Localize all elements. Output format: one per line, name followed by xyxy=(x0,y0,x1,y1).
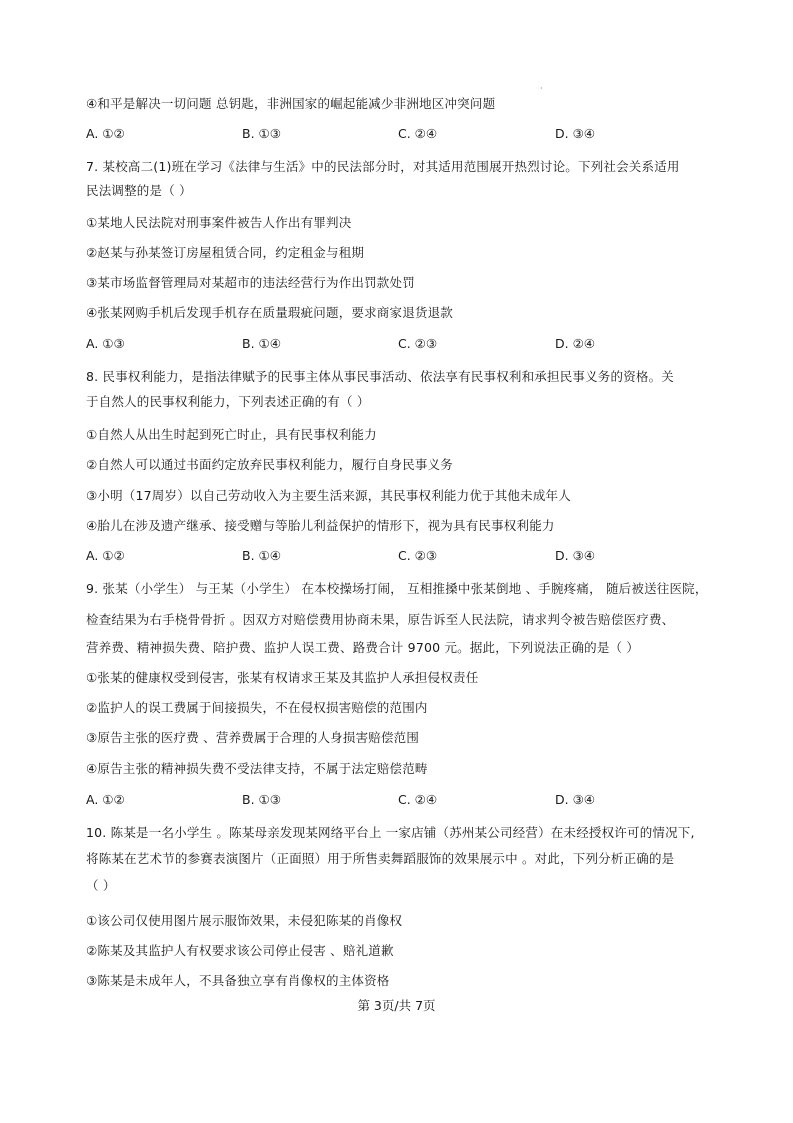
q8-item-2: ②自然人可以通过书面约定放弃民事权利能力，履行自身民事义务 xyxy=(86,457,454,472)
q10-item-3: ③陈某是未成年人，不具备独立享有肖像权的主体资格 xyxy=(86,973,390,988)
q8-stem-line-2: 于自然人的民事权利能力，下列表述正确的有（ ） xyxy=(86,394,370,409)
q10-stem-line-1: 10. 陈某是一名小学生 。陈某母亲发现某网络平台上 一家店铺（苏州某公司经营）在未经授权许可的情况下, xyxy=(86,825,695,840)
q8-option-a[interactable]: A. ①② xyxy=(86,548,125,563)
q6-options xyxy=(86,125,706,143)
q9-stem-line-2: 检查结果为右手桡骨骨折 。因双方对赔偿费用协商未果，原告诉至人民法院，请求判令被告赔偿医疗费、 xyxy=(86,612,675,627)
q10-stem-line-2: 将陈某在艺术节的参赛表演图片（正面照）用于所售卖舞蹈服饰的效果展示中 。对此，下列分析正确的是 xyxy=(86,851,675,866)
q7-item-1: ①某地人民法院对刑事案件被告人作出有罪判决 xyxy=(86,215,352,230)
q6-option-a[interactable]: A. ①② xyxy=(86,126,125,141)
q8-option-d[interactable]: D. ③④ xyxy=(555,548,595,563)
q6-option-c[interactable]: C. ②④ xyxy=(398,126,438,141)
q9-options xyxy=(86,791,706,809)
stray-mark: · xyxy=(540,84,543,93)
q10-item-1: ①该公司仅使用图片展示服饰效果，未侵犯陈某的肖像权 xyxy=(86,913,403,928)
q7-item-2: ②赵某与孙某签订房屋租赁合同，约定租金与租期 xyxy=(86,245,365,260)
q8-item-1: ①自然人从出生时起到死亡时止，具有民事权利能力 xyxy=(86,427,377,442)
q7-option-c[interactable]: C. ②③ xyxy=(398,336,438,351)
q8-option-c[interactable]: C. ②③ xyxy=(398,548,438,563)
q7-stem-line-1: 7. 某校高二(1)班在学习《法律与生活》中的民法部分时，对其适用范围展开热烈讨论。下列社会关系适用 xyxy=(86,159,680,174)
q7-stem-line-2: 民法调整的是（ ） xyxy=(86,183,192,198)
q9-item-1: ①张某的健康权受到侵害，张某有权请求王某及其监护人承担侵权责任 xyxy=(86,670,479,685)
q8-option-b[interactable]: B. ①④ xyxy=(242,548,281,563)
q8-stem-line-1: 8. 民事权利能力，是指法律赋予的民事主体从事民事活动、依法享有民事权利和承担民事义务的资格。关 xyxy=(86,369,675,384)
q10-item-2: ②陈某及其监护人有权要求该公司停止侵害 、赔礼道歉 xyxy=(86,943,394,958)
q6-item-4: ④和平是解决一切问题 总钥匙，非洲国家的崛起能减少非洲地区冲突问题 xyxy=(86,96,496,111)
q7-options xyxy=(86,335,706,353)
q9-item-3: ③原告主张的医疗费 、营养费属于合理的人身损害赔偿范围 xyxy=(86,730,420,745)
q7-item-3: ③某市场监督管理局对某超市的违法经营行为作出罚款处罚 xyxy=(86,275,415,290)
q6-option-b[interactable]: B. ①③ xyxy=(242,126,281,141)
q9-item-4: ④原告主张的精神损失费不受法律支持，不属于法定赔偿范畴 xyxy=(86,761,428,776)
q6-option-d[interactable]: D. ③④ xyxy=(555,126,595,141)
q9-option-a[interactable]: A. ①② xyxy=(86,792,125,807)
q9-option-c[interactable]: C. ②④ xyxy=(398,792,438,807)
q7-option-d[interactable]: D. ②④ xyxy=(555,336,595,351)
q7-option-b[interactable]: B. ①④ xyxy=(242,336,281,351)
q8-item-4: ④胎儿在涉及遗产继承、接受赠与等胎儿利益保护的情形下，视为具有民事权利能力 xyxy=(86,518,555,533)
q8-item-3: ③小明（17周岁）以自己劳动收入为主要生活来源，其民事权利能力优于其他未成年人 xyxy=(86,488,571,503)
q9-stem-line-3: 营养费、精神损失费、陪护费、监护人误工费、路费合计 9700 元。据此，下列说法正确的是（ ） xyxy=(86,640,640,655)
page-number: 第 3页/共 7页 xyxy=(357,998,436,1013)
q9-option-b[interactable]: B. ①③ xyxy=(242,792,281,807)
q8-options xyxy=(86,547,706,565)
q10-stem-line-3: （ ） xyxy=(86,878,116,893)
q9-stem-line-1: 9. 张某（小学生） 与王某（小学生） 在本校操场打闹， 互相推搡中张某倒地 、手腕疼痛， 随后被送往医院， xyxy=(86,581,708,596)
q7-option-a[interactable]: A. ①③ xyxy=(86,336,125,351)
q9-option-d[interactable]: D. ③④ xyxy=(555,792,595,807)
q9-item-2: ②监护人的误工费属于间接损失，不在侵权损害赔偿的范围内 xyxy=(86,700,428,715)
q7-item-4: ④张某网购手机后发现手机存在质量瑕疵问题，要求商家退货退款 xyxy=(86,305,454,320)
